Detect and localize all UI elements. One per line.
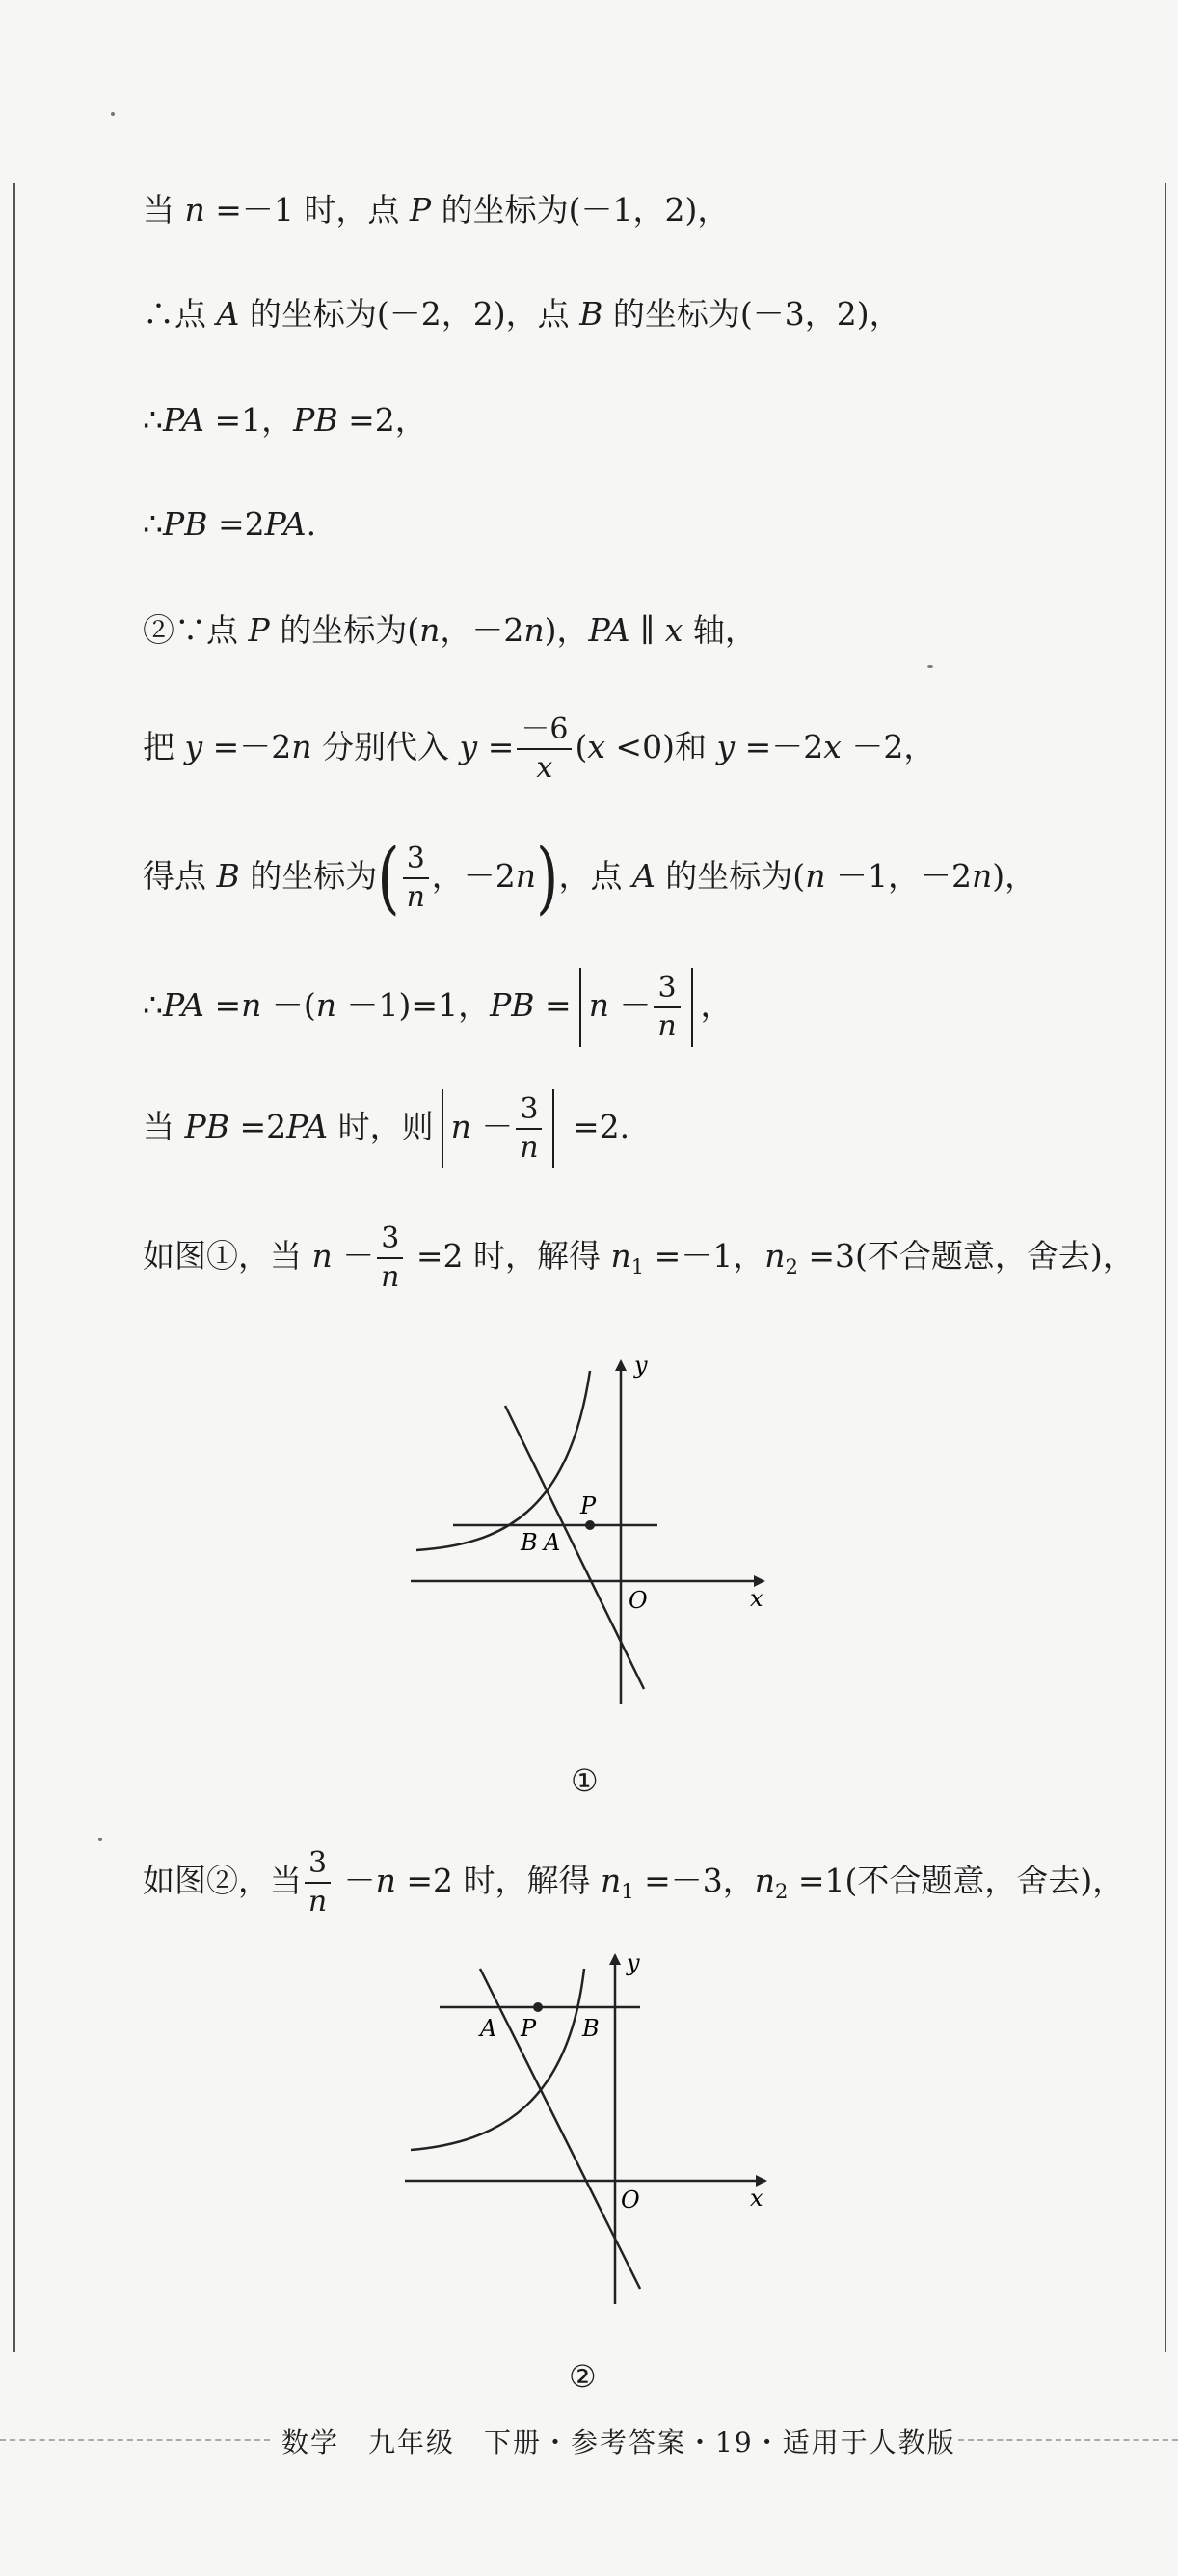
figure-1: [386, 1340, 790, 1726]
var: x: [823, 728, 842, 765]
denominator: n: [406, 880, 425, 914]
footer-rule-left: [0, 2439, 270, 2441]
fraction: [403, 841, 429, 916]
scan-speck: [98, 1838, 102, 1841]
page-footer: 数学 九年级 下册・参考答案・19・适用于人教版: [281, 2427, 956, 2458]
numerator: 3: [305, 1845, 331, 1884]
subscript: 1: [630, 1255, 645, 1278]
var: y: [184, 728, 203, 765]
text: =2: [228, 1108, 287, 1145]
label-p: P: [521, 2015, 537, 2042]
solution-line-7: [143, 832, 1037, 925]
text: ，点: [558, 857, 632, 895]
numerator: 3: [654, 970, 680, 1008]
text: 的坐标为(－3，2)，: [602, 295, 901, 333]
var: PA: [588, 611, 630, 649]
fraction: [516, 1091, 542, 1167]
text: －: [332, 1237, 375, 1275]
text: =: [204, 986, 242, 1024]
figure-2-caption: ②: [569, 2358, 597, 2395]
text: 的坐标为(: [269, 611, 420, 649]
numerator: 3: [403, 841, 429, 879]
text: =1(不合题意，舍去)，: [788, 1862, 1125, 1899]
text: ，－2: [431, 857, 516, 895]
figure-1-caption: ①: [571, 1762, 599, 1799]
solution-line-1: [143, 189, 729, 231]
solution-line-2: [143, 293, 901, 335]
text: =－1，: [644, 1237, 765, 1275]
subscript: 1: [621, 1880, 634, 1903]
denominator: n: [308, 1885, 328, 1919]
label-x: x: [750, 1585, 763, 1612]
text: 的坐标为(: [655, 857, 806, 895]
label-x: x: [750, 2185, 763, 2212]
denominator: n: [520, 1131, 539, 1165]
text: ∥: [629, 611, 665, 649]
var: PA: [264, 505, 307, 543]
var: PA: [286, 1108, 329, 1145]
var: y: [716, 728, 736, 765]
var: n: [184, 191, 205, 228]
text: ∴: [143, 986, 163, 1024]
scan-speck: [927, 665, 933, 668]
var: PB: [490, 986, 535, 1024]
solution-line-9: [143, 1089, 629, 1168]
text: )，: [544, 611, 589, 649]
abs-bar: [579, 968, 581, 1047]
text: －1，－2: [825, 857, 972, 895]
right-margin-line: [1165, 183, 1166, 2352]
solution-line-6: [143, 711, 935, 787]
scan-speck: [111, 112, 115, 116]
subscript: 2: [785, 1255, 798, 1278]
text: =: [477, 728, 515, 765]
label-b: B: [521, 1529, 538, 1556]
text: 的坐标为: [239, 857, 378, 895]
var: n: [315, 986, 337, 1024]
numerator: －6: [517, 711, 572, 750]
var: PA: [163, 986, 205, 1024]
numerator: 3: [377, 1221, 403, 1259]
fraction: [517, 711, 572, 787]
text: 如图②，当: [143, 1862, 302, 1899]
text: )，: [992, 857, 1037, 895]
text: 时，则: [328, 1108, 434, 1145]
subscript: 2: [775, 1880, 789, 1903]
text: <0)和: [604, 728, 717, 765]
right-paren: ): [536, 832, 559, 925]
label-y: y: [634, 1352, 648, 1379]
text: ，－2: [440, 611, 524, 649]
var: n: [764, 1237, 786, 1275]
point-p: [585, 1520, 595, 1530]
text: －1)=1，: [336, 986, 491, 1024]
var: n: [588, 986, 609, 1024]
text: 如图①，当: [143, 1237, 312, 1275]
var: n: [754, 1862, 776, 1899]
text: ∴: [143, 505, 163, 543]
text: =2: [207, 505, 265, 543]
left-paren: (: [377, 832, 400, 925]
solution-line-10: [143, 1221, 1135, 1296]
text: =2 时，解得: [395, 1862, 601, 1899]
fraction: [654, 970, 680, 1045]
var: n: [610, 1237, 631, 1275]
left-margin-line: [13, 183, 15, 2352]
text: =－3，: [633, 1862, 755, 1899]
label-b: B: [582, 2015, 600, 2042]
text: 当: [143, 191, 185, 228]
text: =2 时，解得: [406, 1237, 611, 1275]
text: =: [534, 986, 572, 1024]
var: y: [459, 728, 478, 765]
label-y: y: [627, 1949, 640, 1976]
var: B: [579, 295, 603, 333]
text: =3(不合题意，舍去)，: [797, 1237, 1135, 1275]
var: A: [216, 295, 240, 333]
var: n: [419, 611, 441, 649]
text: =2，: [337, 401, 427, 439]
text: 把: [143, 728, 185, 765]
text: ②∵点: [143, 611, 249, 649]
var: PA: [163, 401, 205, 439]
denominator: x: [536, 751, 553, 785]
solution-line-4: [143, 503, 316, 546]
text: 的坐标为(－2，2)，点: [239, 295, 580, 333]
text: =－1 时，点: [204, 191, 410, 228]
fraction: [377, 1221, 403, 1296]
abs-bar: [442, 1089, 443, 1168]
numerator: 3: [516, 1091, 542, 1130]
point-p: [533, 2002, 543, 2012]
fraction: [305, 1845, 331, 1920]
text: .: [306, 505, 317, 543]
text: =－2: [202, 728, 292, 765]
label-p: P: [580, 1492, 597, 1519]
text: =1，: [204, 401, 294, 439]
text: －(: [261, 986, 316, 1024]
var: n: [291, 728, 312, 765]
var: n: [523, 611, 545, 649]
label-o: O: [629, 1587, 648, 1614]
var: PB: [184, 1108, 229, 1145]
text: 分别代入: [311, 728, 460, 765]
label-a: A: [544, 1529, 561, 1556]
denominator: n: [381, 1260, 400, 1294]
solution-line-8: [143, 968, 733, 1047]
var: P: [248, 611, 270, 649]
solution-line-5: [143, 609, 757, 652]
abs-bar: [552, 1089, 554, 1168]
var: PB: [163, 505, 208, 543]
text: －2，: [841, 728, 936, 765]
text: ∴点: [143, 295, 217, 333]
text: ，: [700, 986, 733, 1024]
var: n: [311, 1237, 333, 1275]
figure-2: [386, 1938, 790, 2323]
text: 的坐标为(－1，2)，: [431, 191, 730, 228]
var: n: [241, 986, 262, 1024]
var: B: [216, 857, 240, 895]
var: PB: [293, 401, 338, 439]
var: n: [600, 1862, 622, 1899]
var: n: [805, 857, 826, 895]
label-o: O: [621, 2187, 640, 2214]
text: －: [470, 1108, 514, 1145]
text: 得点: [143, 857, 217, 895]
text: ∴: [143, 401, 163, 439]
text: =2.: [562, 1108, 630, 1145]
text: =－2: [735, 728, 824, 765]
text: －: [334, 1862, 376, 1899]
var: n: [375, 1862, 396, 1899]
text: 轴，: [683, 611, 757, 649]
var: n: [971, 857, 993, 895]
var: n: [450, 1108, 471, 1145]
var: P: [409, 191, 432, 228]
denominator: n: [657, 1009, 677, 1043]
text: 当: [143, 1108, 185, 1145]
label-a: A: [480, 2015, 497, 2042]
solution-line-3: [143, 399, 427, 442]
text: (: [575, 728, 588, 765]
var: n: [515, 857, 537, 895]
abs-bar: [691, 968, 693, 1047]
var: x: [587, 728, 605, 765]
footer-rule-right: [958, 2439, 1178, 2441]
solution-line-11: [143, 1845, 1124, 1920]
text: －: [608, 986, 652, 1024]
var: A: [631, 857, 656, 895]
var: x: [664, 611, 683, 649]
